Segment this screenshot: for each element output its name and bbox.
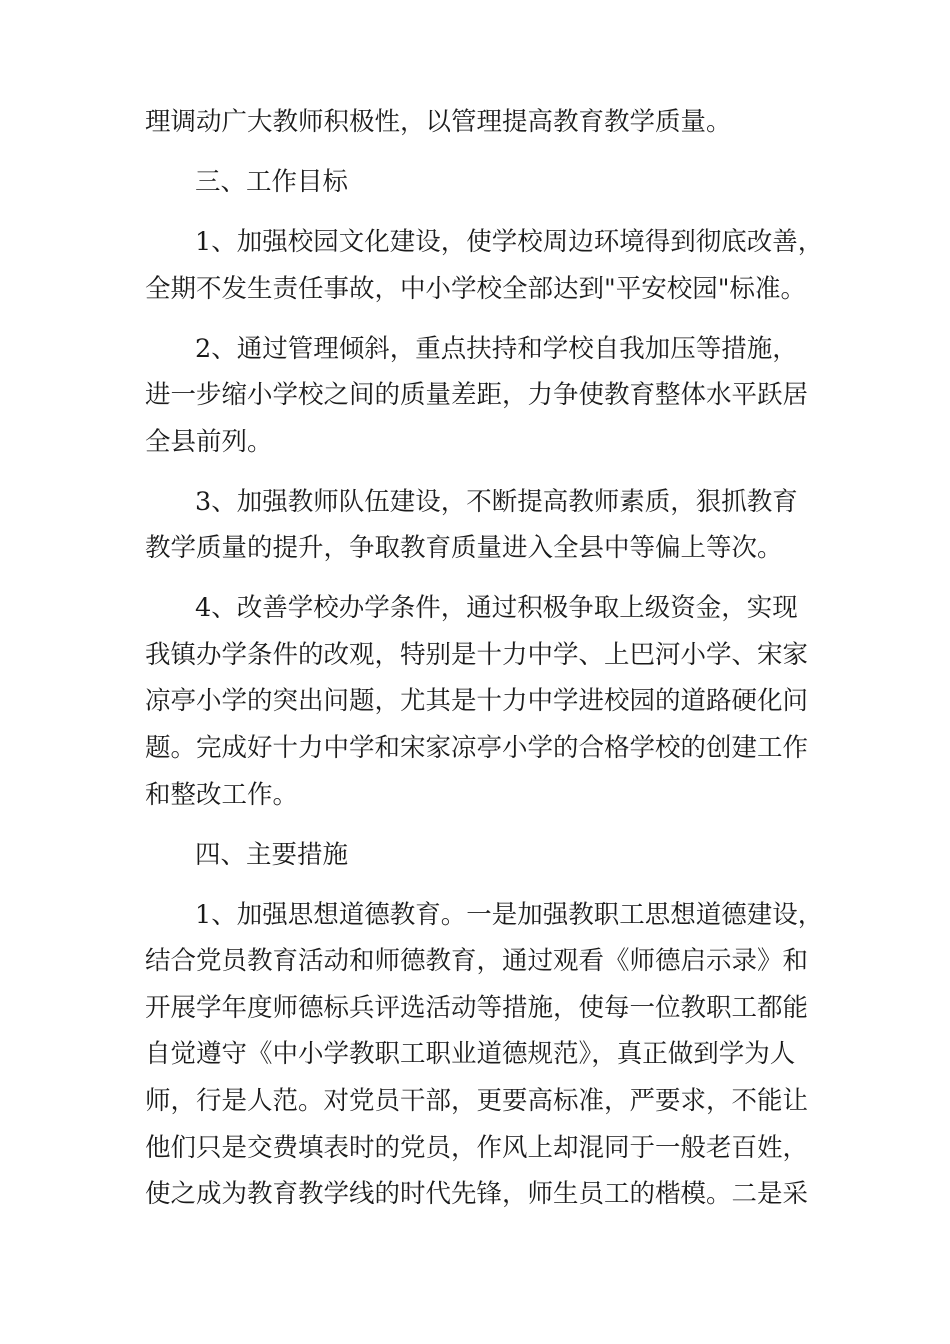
goal-2-line-1: 2、通过管理倾斜，重点扶持和学校自我加压等措施，	[195, 333, 798, 364]
goal-2-line-3: 全县前列。	[145, 426, 273, 457]
section-heading-work-goals: 三、工作目标	[195, 166, 349, 197]
measure-1-line-2: 结合党员教育活动和师德教育，通过观看《师德启示录》和	[145, 946, 809, 977]
goal-3-line-1: 3、加强教师队伍建设，不断提高教师素质，狠抓教育	[195, 486, 798, 517]
goal-3-line-2: 教学质量的提升，争取教育质量进入全县中等偏上等次。	[145, 533, 783, 564]
measure-1-line-6: 他们只是交费填表时的党员，作风上却混同于一般老百姓，	[145, 1132, 809, 1163]
goal-2-line-2: 进一步缩小学校之间的质量差距，力争使教育整体水平跃居	[145, 380, 809, 411]
goal-4-line-5: 和整改工作。	[145, 779, 299, 810]
paragraph-line-continuation: 理调动广大教师积极性，以管理提高教育教学质量。	[145, 107, 732, 137]
goal-1-line-1: 1、加强校园文化建设，使学校周边环境得到彻底改善，	[195, 226, 824, 257]
measure-1-line-7: 使之成为教育教学线的时代先锋，师生员工的楷模。二是采	[145, 1179, 809, 1210]
measure-1-line-5: 师，行是人范。对党员干部，更要高标准，严要求，不能让	[145, 1086, 809, 1117]
goal-4-line-4: 题。完成好十力中学和宋家凉亭小学的合格学校的创建工作	[145, 733, 809, 764]
goal-1-line-2: 全期不发生责任事故，中小学校全部达到"平安校园"标准。	[145, 273, 806, 304]
document-body	[145, 99, 824, 1218]
measure-1-line-3: 开展学年度师德标兵评选活动等措施，使每一位教职工都能	[145, 992, 809, 1023]
measure-1-line-1: 1、加强思想道德教育。一是加强教职工思想道德建设，	[195, 899, 824, 930]
goal-4-line-3: 凉亭小学的突出问题，尤其是十力中学进校园的道路硬化问	[145, 686, 809, 717]
goal-4-line-1: 4、改善学校办学条件，通过积极争取上级资金，实现	[195, 593, 798, 624]
goal-4-line-2: 我镇办学条件的改观，特别是十力中学、上巴河小学、宋家	[145, 639, 809, 670]
section-heading-main-measures: 四、主要措施	[195, 839, 349, 870]
measure-1-line-4: 自觉遵守《中小学教职工职业道德规范》，真正做到学为人	[145, 1039, 796, 1070]
